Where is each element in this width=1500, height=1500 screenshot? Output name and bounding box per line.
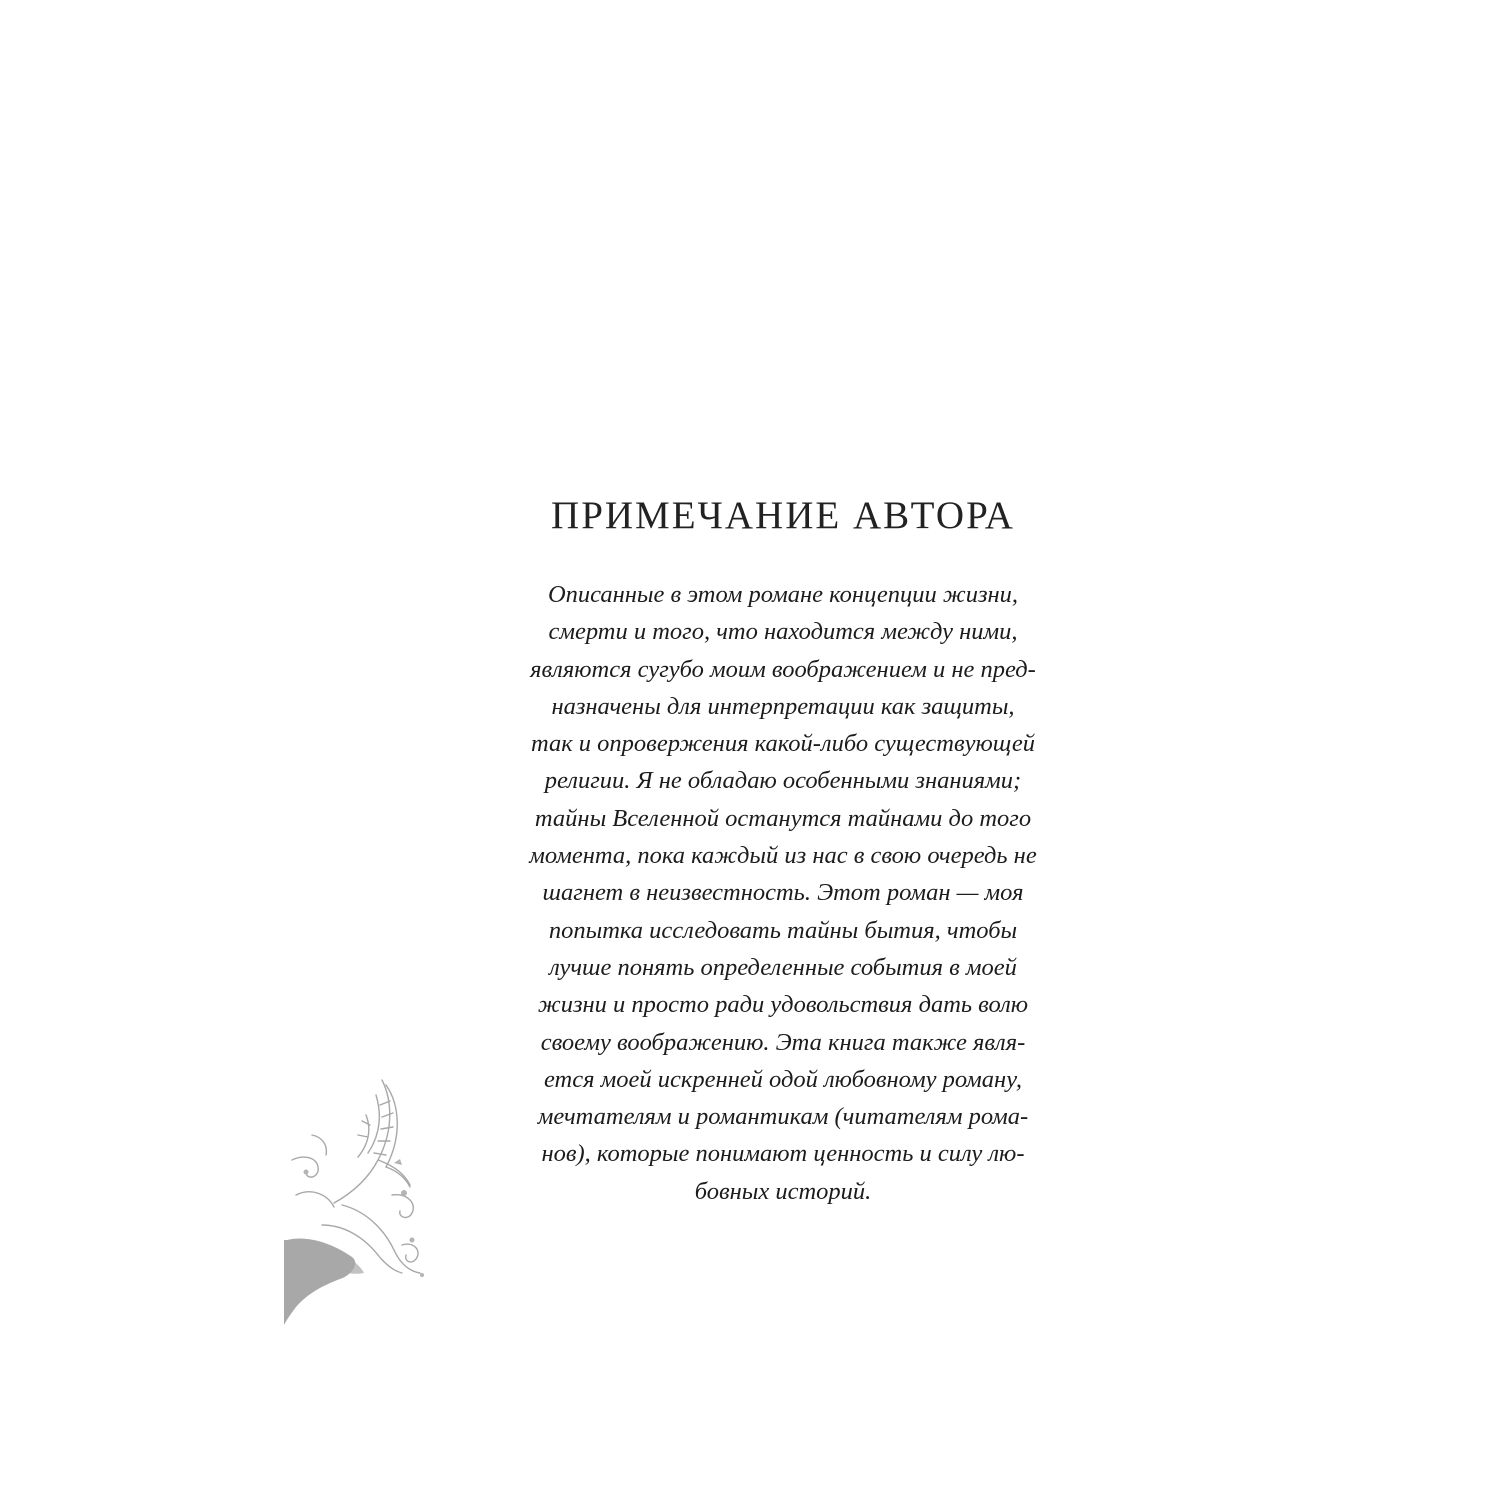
text-line: Описанные в этом романе концепции жизни, [547, 581, 1019, 608]
text-line: назначены для интерпретации как защиты, [551, 692, 1015, 720]
text-line: являются сугубо моим воображением и не пред- [530, 655, 1036, 683]
angel-wing-ornament-icon [282, 1075, 442, 1325]
text-line: смерти и того, что находится между ними, [548, 618, 1018, 646]
text-line: тайны Вселенной останутся тайнами до того [534, 804, 1032, 832]
text-line: мечтателям и романтикам (читателям рома- [537, 1103, 1029, 1131]
text-line: бовных историй. [694, 1177, 872, 1205]
page-title: ПРИМЕЧАНИЕ АВТОРА [551, 494, 1015, 537]
text-line: так и опровержения какой-либо существующей [530, 730, 1036, 758]
text-line: религии. Я не обладаю особенными знаниями; [544, 767, 1022, 795]
text-line: попытка исследовать тайны бытия, чтобы [548, 916, 1018, 944]
text-line: нов), которые понимают ценность и силу лю- [541, 1140, 1025, 1168]
text-line: шагнет в неизвестность. Этот роман — моя [542, 879, 1024, 907]
text-line: своему воображению. Эта книга также явля- [540, 1028, 1026, 1056]
author-note-text [440, 576, 1126, 1210]
text-line: жизни и просто ради удовольствия дать волю [537, 991, 1029, 1019]
text-line: лучше понять определенные события в моей [549, 953, 1017, 981]
text-line: ется моей искренней одой любовному роману, [544, 1065, 1022, 1093]
text-line: момента, пока каждый из нас в свою очередь не [529, 842, 1037, 870]
